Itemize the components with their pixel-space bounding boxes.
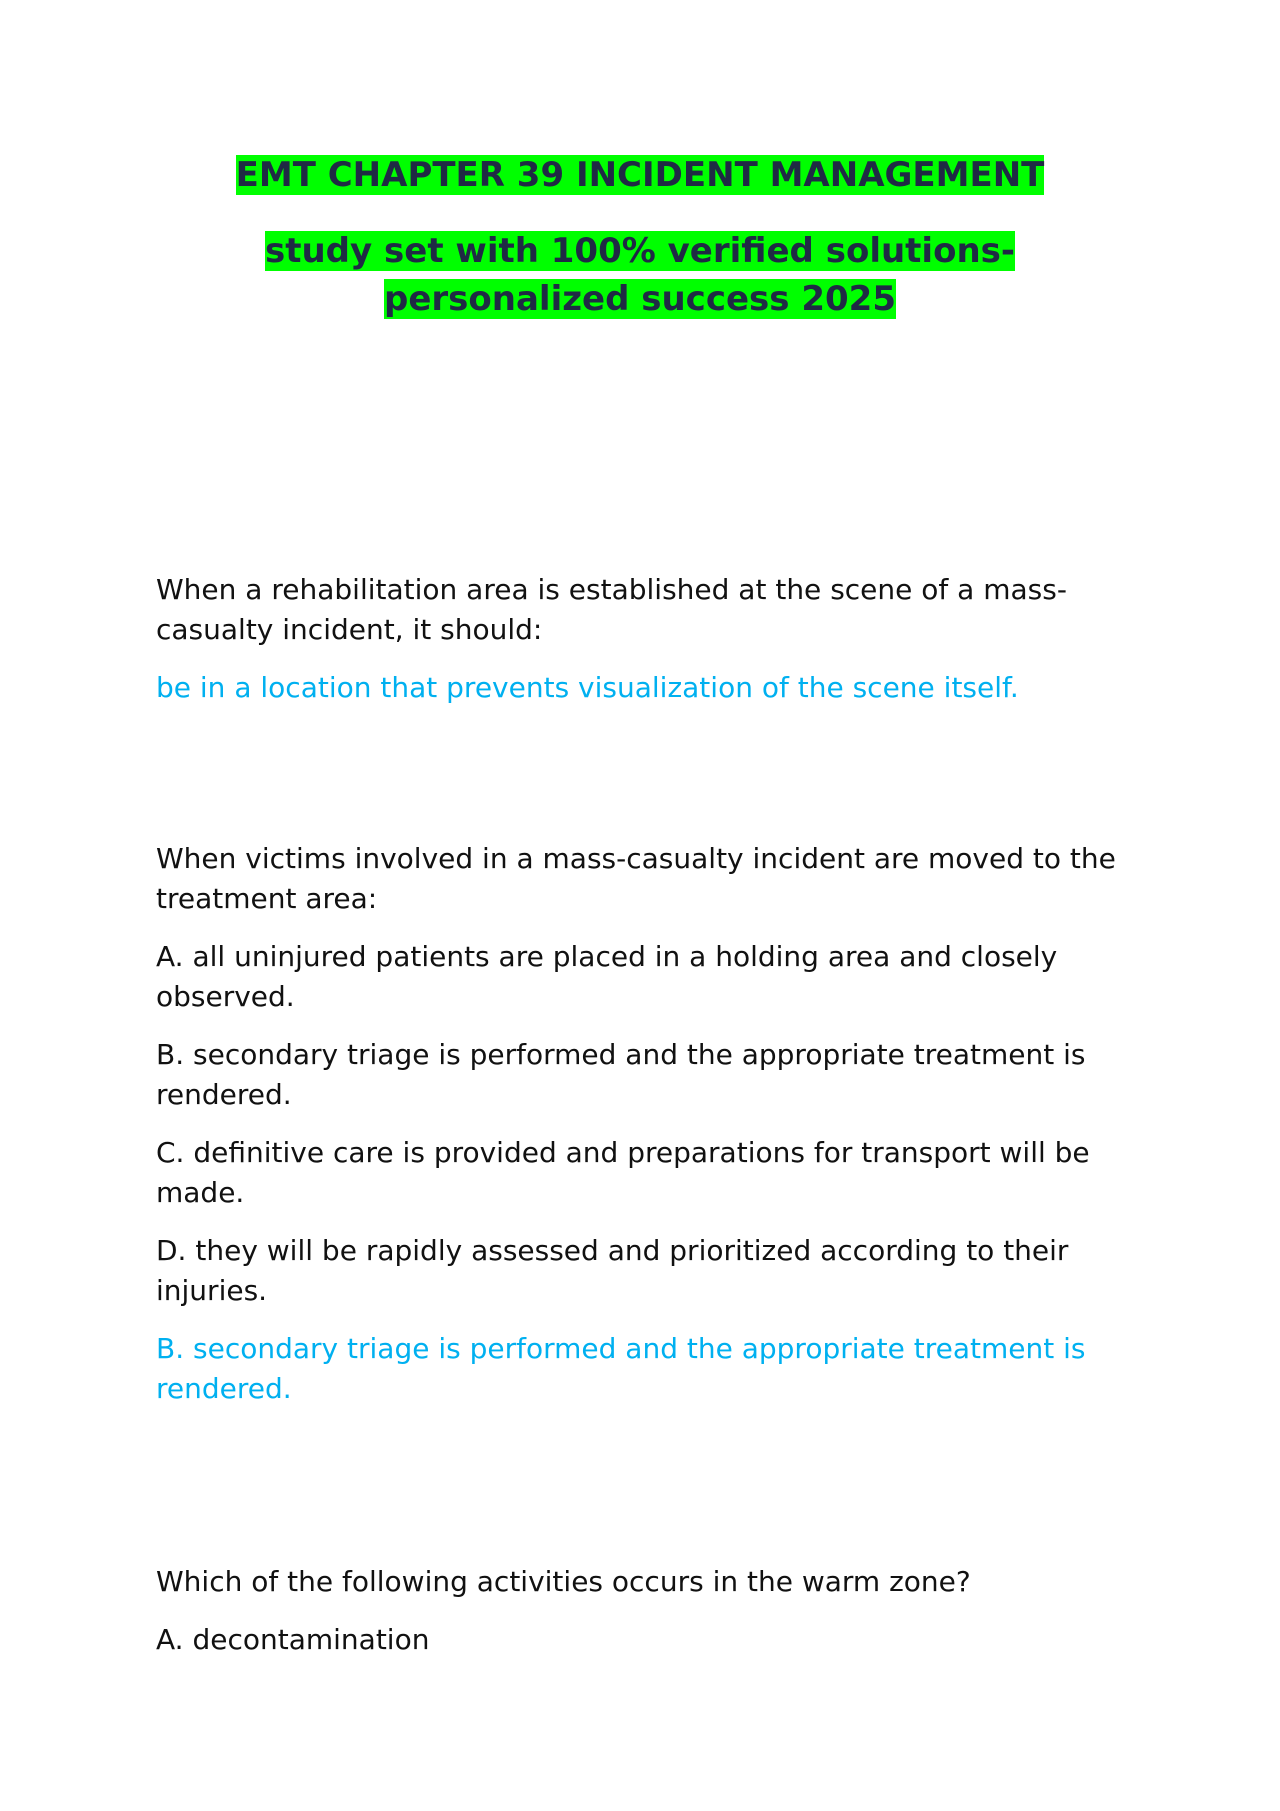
question-block xyxy=(156,570,1136,708)
document-header xyxy=(0,154,1280,326)
option-c: C. definitive care is provided and preparations for transport will be made. xyxy=(156,1136,1090,1209)
option-b: B. secondary triage is performed and the appropriate treatment is rendered. xyxy=(156,1038,1086,1111)
question-block xyxy=(156,1562,1136,1660)
spacer xyxy=(156,1409,1136,1562)
option-a: A. all uninjured patients are placed in a holding area and closely observed. xyxy=(156,940,1058,1013)
question-text: Which of the following activities occurs in the warm zone? xyxy=(156,1565,971,1598)
spacer xyxy=(156,708,1136,839)
title-line xyxy=(0,154,1280,202)
answer-text: be in a location that prevents visualization of the scene itself. xyxy=(156,671,1019,704)
subtitle-line xyxy=(210,230,1070,326)
document-subtitle: study set with 100% verified solutions-personalized success 2025 xyxy=(264,231,1015,319)
answer-text: B. secondary triage is performed and the appropriate treatment is rendered. xyxy=(156,1332,1086,1405)
option-d: D. they will be rapidly assessed and prioritized according to their injuries. xyxy=(156,1234,1069,1307)
option-a: A. decontamination xyxy=(156,1623,430,1656)
question-text: When victims involved in a mass-casualty incident are moved to the treatment area: xyxy=(156,842,1116,915)
document-title: EMT CHAPTER 39 INCIDENT MANAGEMENT xyxy=(235,155,1045,195)
question-block xyxy=(156,839,1136,1409)
question-text: When a rehabilitation area is established at the scene of a mass-casualty incident, it should: xyxy=(156,573,1067,646)
question-list xyxy=(156,570,1136,1678)
